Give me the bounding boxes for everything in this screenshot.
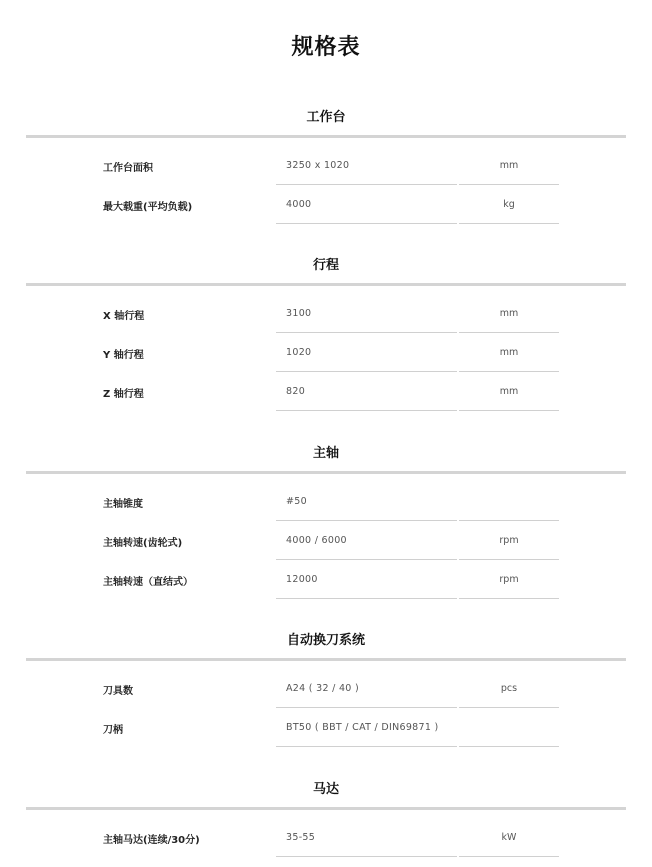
spec-row [0, 708, 652, 747]
spec-row [0, 372, 652, 411]
spec-value: 4000 / 6000 [286, 535, 347, 546]
spec-value: BT50 ( BBT / CAT / DIN69871 ) [286, 722, 439, 733]
spec-label: 刀具数 [103, 686, 133, 697]
spec-value: 35-55 [286, 832, 316, 843]
spec-row [0, 482, 652, 521]
unit-underline [459, 746, 559, 747]
spec-value: 12000 [286, 574, 318, 585]
section-title: 马达 [312, 782, 339, 797]
unit-underline [459, 223, 559, 224]
spec-label: 刀柄 [103, 725, 123, 736]
spec-label: 工作台面积 [103, 163, 153, 174]
spec-row [0, 818, 652, 857]
spec-label: 主轴转速(齿轮式) [103, 538, 183, 549]
spec-unit: rpm [499, 574, 519, 585]
spec-label: 主轴马达(连续/30分) [103, 835, 200, 846]
section-divider [26, 135, 626, 138]
spec-label: X 轴行程 [103, 311, 145, 322]
spec-unit: pcs [500, 683, 518, 694]
spec-unit: mm [499, 160, 519, 171]
section-divider [26, 807, 626, 810]
section-divider [26, 471, 626, 474]
spec-unit: kg [503, 199, 515, 210]
section-title: 行程 [312, 258, 339, 273]
spec-unit: mm [499, 347, 519, 358]
spec-unit: mm [499, 386, 519, 397]
spec-label: Z 轴行程 [103, 389, 144, 400]
spec-value: #50 [286, 496, 307, 507]
value-underline [276, 223, 457, 224]
section-title: 自动换刀系统 [286, 633, 365, 648]
spec-unit: mm [499, 308, 519, 319]
spec-unit: rpm [499, 535, 519, 546]
spec-value: 4000 [286, 199, 312, 210]
value-underline [276, 856, 457, 857]
spec-row [0, 669, 652, 708]
value-underline [276, 746, 457, 747]
spec-unit: kW [501, 832, 517, 843]
value-underline [276, 598, 457, 599]
spec-label: 主轴转速（直结式） [103, 577, 193, 588]
spec-row [0, 521, 652, 560]
spec-row [0, 146, 652, 185]
spec-row [0, 560, 652, 599]
section-divider [26, 283, 626, 286]
value-underline [276, 410, 457, 411]
unit-underline [459, 856, 559, 857]
spec-value: A24 ( 32 / 40 ) [286, 683, 359, 694]
spec-row [0, 333, 652, 372]
page-title: 规格表 [291, 35, 361, 60]
spec-row [0, 294, 652, 333]
spec-label: 主轴锥度 [103, 499, 143, 510]
spec-value: 3250 x 1020 [286, 160, 350, 171]
spec-value: 3100 [286, 308, 312, 319]
unit-underline [459, 410, 559, 411]
section-title: 主轴 [312, 446, 339, 461]
spec-value: 820 [286, 386, 306, 397]
unit-underline [459, 598, 559, 599]
spec-value: 1020 [286, 347, 312, 358]
spec-row [0, 185, 652, 224]
spec-label: Y 轴行程 [103, 350, 144, 361]
section-title: 工作台 [306, 110, 346, 125]
spec-label: 最大载重(平均负载) [103, 202, 193, 213]
section-divider [26, 658, 626, 661]
